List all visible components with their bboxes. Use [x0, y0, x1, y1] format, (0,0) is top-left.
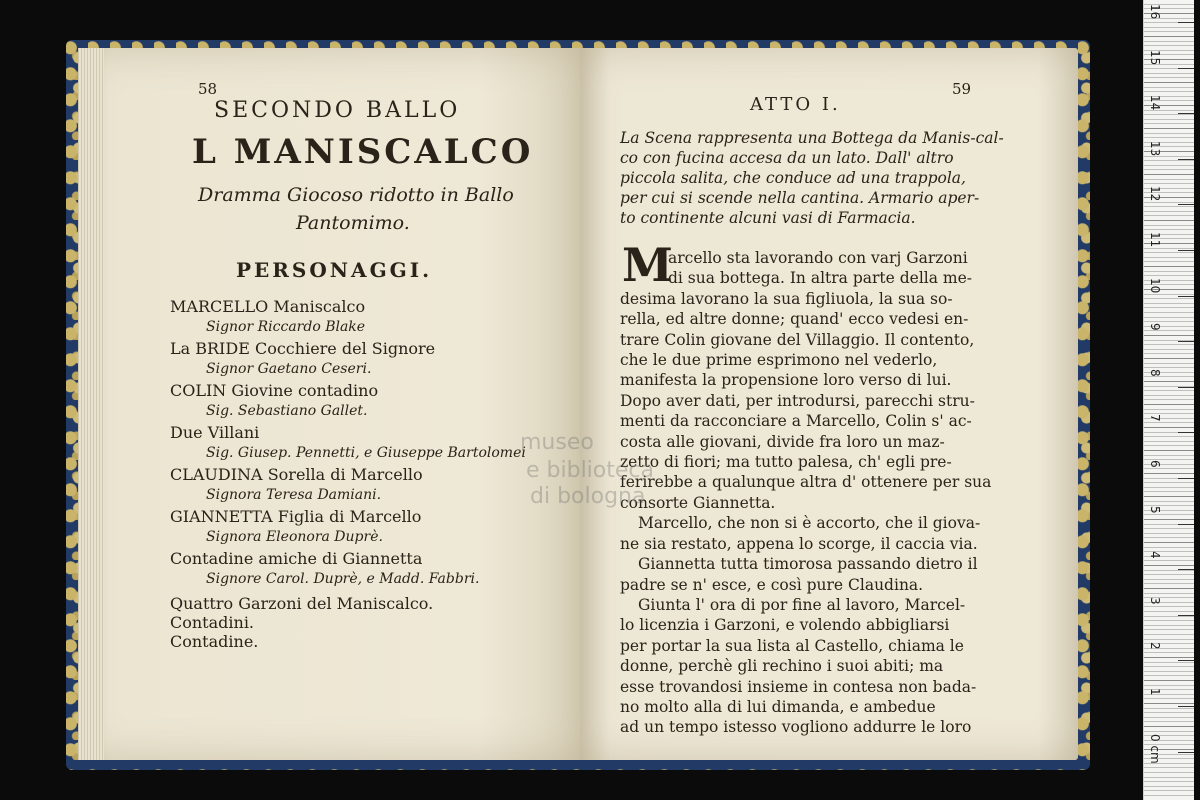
ruler-number: 15 — [1148, 49, 1162, 65]
ruler-cm-tick — [1178, 296, 1194, 297]
body-text — [620, 248, 1070, 738]
body-line: manifesta la propensione loro verso di lui. — [620, 371, 952, 390]
cast-actor: Signora Teresa Damiani. — [206, 487, 382, 503]
ruler-cm-tick — [1178, 478, 1194, 479]
subtitle-line2: Pantomimo. — [296, 212, 410, 234]
body-line: ad un tempo istesso vogliono addurre le loro — [620, 718, 972, 737]
cast-list — [170, 296, 570, 590]
ruler-number: 10 — [1148, 277, 1162, 293]
ruler-cm-tick — [1178, 615, 1194, 616]
right-page — [580, 48, 1078, 760]
subtitle-line1: Dramma Giocoso ridotto in Ballo — [198, 184, 514, 206]
cast-actor: Sig. Giusep. Pennetti, e Giuseppe Bartolomei — [206, 445, 526, 461]
ruler-number: 12 — [1148, 186, 1162, 202]
cast-actor: Signor Riccardo Blake — [206, 319, 366, 335]
body-line: menti da racconciare a Marcello, Colin s' ac- — [620, 412, 972, 431]
body-line: no molto alla di lui dimanda, e ambedue — [620, 697, 936, 716]
ruler-cm-tick — [1178, 204, 1194, 205]
ruler-number: 9 — [1148, 323, 1162, 331]
watermark-line2: e biblioteca — [526, 458, 654, 483]
left-title: L MANISCALCO — [192, 132, 534, 172]
ruler-number: 16 — [1148, 4, 1162, 20]
watermark-line1: museo — [520, 430, 594, 455]
ruler-number: 11 — [1148, 232, 1162, 248]
cast-actor: Signor Gaetano Ceseri. — [206, 361, 372, 377]
body-line: donne, perchè gli rechino i suoi abiti; ma — [620, 657, 944, 676]
body-line: ferirebbe a qualunque altra d' ottenere per sua — [620, 473, 992, 492]
cast-actor: Sig. Sebastiano Gallet. — [206, 403, 368, 419]
ruler-number: 5 — [1148, 505, 1162, 514]
ruler-number: 2 — [1148, 642, 1162, 651]
body-line: consorte Giannetta. — [620, 493, 776, 512]
ruler-cm-tick — [1178, 68, 1194, 69]
extras-item: Quattro Garzoni del Maniscalco. — [170, 594, 434, 613]
body-line: che le due prime esprimono nel vederlo, — [620, 351, 938, 370]
scene-description — [620, 128, 1070, 228]
body-line: rella, ed altre donne; quand' ecco vedesi en- — [620, 310, 969, 329]
body-line: Dopo aver dati, per introdursi, parecchi stru- — [620, 391, 975, 410]
body-line: trare Colin giovane del Villaggio. Il contento, — [620, 330, 975, 349]
ruler-number: 7 — [1148, 414, 1162, 423]
ruler-cm-tick — [1178, 22, 1194, 23]
body-line: di sua bottega. In altra parte della me- — [668, 269, 973, 288]
drop-cap: M — [622, 238, 673, 292]
extras-list — [170, 594, 570, 651]
left-heading: SECONDO BALLO — [214, 98, 461, 123]
ruler-number: 14 — [1148, 95, 1162, 111]
ruler-cm-tick — [1178, 569, 1194, 570]
cast-role: MARCELLO Maniscalco — [170, 297, 366, 316]
cast-role: CLAUDINA Sorella di Marcello — [170, 465, 423, 484]
right-heading: ATTO I. — [750, 94, 841, 115]
body-line: desima lavorano la sua figliuola, la sua so- — [620, 289, 953, 308]
ruler-cm-tick — [1178, 113, 1194, 114]
ruler-cm-tick — [1178, 752, 1194, 753]
body-line: ne sia restato, appena lo scorge, il caccia via. — [620, 534, 978, 553]
left-page — [78, 48, 580, 760]
cast-role: Due Villani — [170, 423, 260, 442]
body-line: per portar la sua lista al Castello, chiama le — [620, 636, 964, 655]
extras-item: Contadini. — [170, 613, 255, 632]
ruler-number: 0 cm — [1148, 733, 1162, 764]
scene-line: to continente alcuni vasi di Farmacia. — [620, 209, 916, 227]
body-line: Marcello, che non si è accorto, che il giova- — [638, 514, 981, 533]
cast-actor: Signore Carol. Duprè, e Madd. Fabbri. — [206, 571, 480, 587]
ruler-number: 3 — [1148, 596, 1162, 605]
scene-line: La Scena rappresenta una Bottega da Manis-cal- — [620, 129, 1004, 147]
ruler-cm-tick — [1178, 250, 1194, 251]
personaggi-heading: PERSONAGGI. — [236, 258, 433, 282]
page-edges — [78, 48, 104, 760]
book-cover — [66, 40, 1090, 770]
ruler-cm-tick — [1178, 706, 1194, 707]
ruler-cm-tick — [1178, 660, 1194, 661]
body-line: Giunta l' ora di por fine al lavoro, Marcel- — [638, 595, 966, 614]
ruler-cm-tick — [1178, 432, 1194, 433]
body-line: zetto di fiori; ma tutto palesa, ch' egli pre- — [620, 453, 952, 472]
body-line: arcello sta lavorando con varj Garzoni — [668, 249, 968, 267]
body-line: padre se n' esce, e così pure Claudina. — [620, 575, 924, 594]
scene-line: co con fucina accesa da un lato. Dall' altro — [620, 149, 954, 167]
ruler-number: 6 — [1148, 460, 1162, 468]
cast-role: COLIN Giovine contadino — [170, 381, 379, 400]
ruler-cm-tick — [1178, 524, 1194, 525]
scene-line: per cui si scende nella cantina. Armario aper- — [620, 189, 980, 207]
page-number-right: 59 — [952, 80, 972, 98]
ruler-number: 8 — [1148, 368, 1162, 377]
cast-actor: Signora Eleonora Duprè. — [206, 529, 383, 545]
ruler-number: 1 — [1148, 688, 1162, 696]
ruler-cm-tick — [1178, 159, 1194, 160]
scene-line: piccola salita, che conduce ad una trappola, — [620, 169, 966, 187]
watermark-line3: di bologna — [530, 484, 646, 509]
cast-role: GIANNETTA Figlia di Marcello — [170, 507, 422, 526]
body-line: costa alle giovani, divide fra loro un maz- — [620, 432, 945, 451]
ruler-cm-tick — [1178, 387, 1194, 388]
body-line: esse trovandosi insieme in contesa non bada- — [620, 677, 977, 696]
cast-role: La BRIDE Cocchiere del Signore — [170, 339, 436, 358]
cast-role: Contadine amiche di Giannetta — [170, 549, 423, 568]
extras-item: Contadine. — [170, 632, 259, 651]
body-line: Giannetta tutta timorosa passando dietro il — [638, 555, 978, 574]
measuring-ruler — [1143, 0, 1194, 800]
page-number-left: 58 — [198, 80, 218, 98]
ruler-cm-tick — [1178, 341, 1194, 342]
body-line: lo licenzia i Garzoni, e volendo abbigliarsi — [620, 616, 950, 635]
ruler-number: 4 — [1148, 551, 1162, 559]
ruler-number: 13 — [1148, 140, 1162, 157]
